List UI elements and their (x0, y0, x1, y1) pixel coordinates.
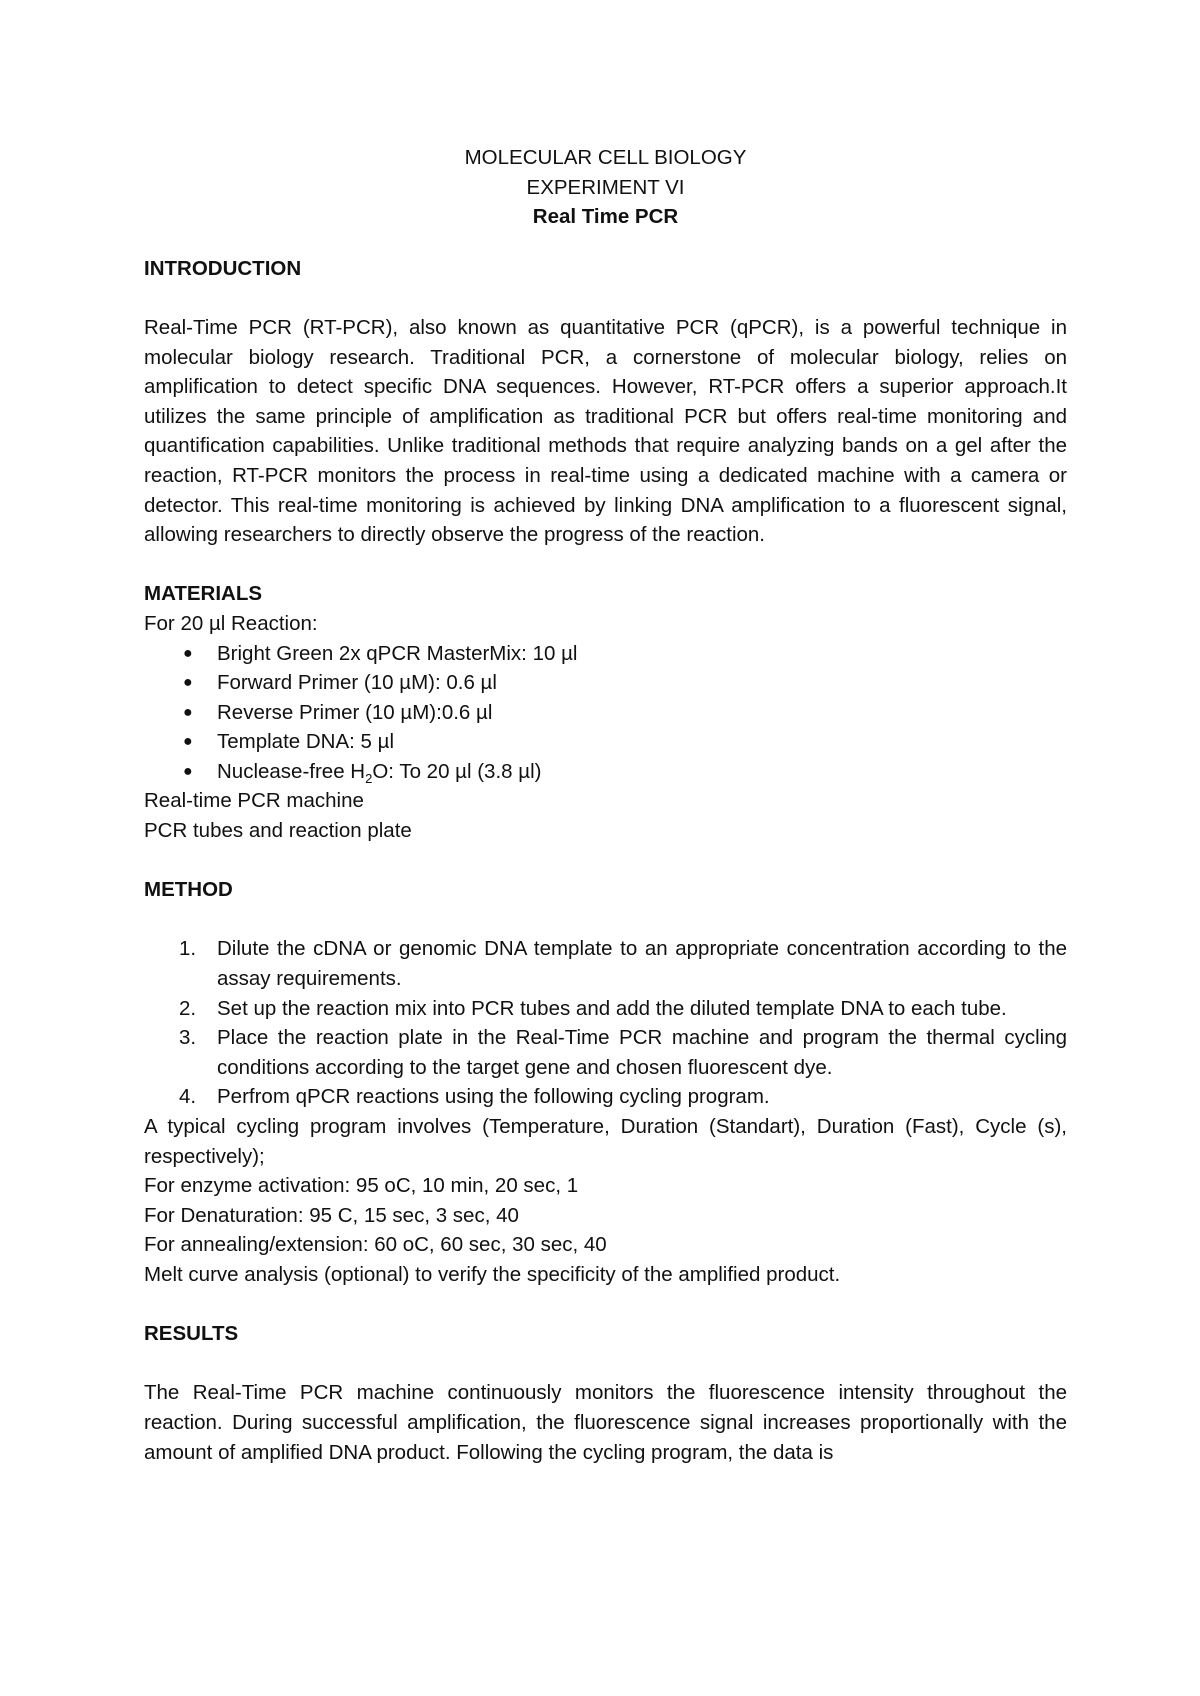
bullet-icon: ● (183, 733, 193, 751)
spacer (144, 283, 1067, 313)
results-paragraph: The Real-Time PCR machine continuously monitors the fluorescence intensity throughout the reaction. During successful amplification, the fluorescence signal increases proportionally with the amount of amplified DNA product. Following the cycling program, the data is (144, 1381, 1067, 1464)
method-steps (144, 934, 1067, 1112)
list-item: ● Template DNA: 5 µl (217, 727, 1067, 757)
materials-list (144, 639, 1067, 787)
bullet-icon: ● (183, 674, 193, 692)
list-item (183, 757, 1067, 787)
step-number: 3. (179, 1026, 197, 1050)
spacer (144, 1290, 1067, 1320)
equipment-tubes: PCR tubes and reaction plate (144, 819, 412, 843)
cycling-intro: A typical cycling program involves (Temperature, Duration (Standart), Duration (Fast), Cycle (s), respectively); (144, 1115, 1067, 1168)
method-step: 4. Perfrom qPCR reactions using the following cycling program. (217, 1082, 1067, 1112)
water-subscript: 2 (365, 770, 373, 786)
bullet-icon: ● (183, 644, 193, 662)
method-heading: METHOD (144, 878, 233, 902)
experiment-number: EXPERIMENT VI (526, 175, 685, 199)
title-block (144, 143, 1067, 232)
step-number: 2. (179, 996, 197, 1020)
spacer (144, 1349, 1067, 1379)
water-suffix: O: To 20 µl (3.8 µl) (372, 759, 542, 783)
spacer (144, 846, 1067, 876)
list-item: ● Forward Primer (10 µM): 0.6 µl (217, 668, 1067, 698)
bullet-icon: ● (183, 703, 193, 721)
cycling-annealing: For annealing/extension: 60 oC, 60 sec, 30 sec, 40 (144, 1233, 607, 1257)
cycling-melt-curve: Melt curve analysis (optional) to verify the specificity of the amplified product. (144, 1262, 841, 1286)
materials-heading: MATERIALS (144, 582, 263, 606)
cycling-enzyme-activation: For enzyme activation: 95 oC, 10 min, 20 sec, 1 (144, 1174, 579, 1198)
spacer (144, 550, 1067, 580)
course-title: MOLECULAR CELL BIOLOGY (464, 146, 747, 169)
reaction-volume-label: For 20 µl Reaction: (144, 611, 318, 635)
step-number: 1. (179, 937, 197, 961)
water-prefix: Nuclease-free H (217, 759, 366, 783)
method-step: 1. Dilute the cDNA or genomic DNA template to an appropriate concentration according to the assay requirements. (217, 934, 1067, 993)
cycling-denaturation: For Denaturation: 95 C, 15 sec, 3 sec, 40 (144, 1203, 519, 1227)
method-step: 3. Place the reaction plate in the Real-Time PCR machine and program the thermal cycling conditions according to the target gene and chosen fluorescent dye. (217, 1023, 1067, 1082)
list-item: ● Reverse Primer (10 µM):0.6 µl (217, 698, 1067, 728)
introduction-heading: INTRODUCTION (144, 256, 302, 280)
method-step: 2. Set up the reaction mix into PCR tubes and add the diluted template DNA to each tube. (217, 994, 1067, 1024)
spacer (144, 905, 1067, 935)
equipment-machine: Real-time PCR machine (144, 789, 364, 813)
step-number: 4. (179, 1085, 197, 1109)
experiment-topic: Real Time PCR (532, 205, 679, 229)
bullet-icon: ● (183, 762, 193, 780)
results-heading: RESULTS (144, 1322, 239, 1346)
list-item: ● Bright Green 2x qPCR MasterMix: 10 µl (217, 639, 1067, 669)
introduction-paragraph: Real-Time PCR (RT-PCR), also known as quantitative PCR (qPCR), is a powerful technique in molecular biology research. Traditional PCR, a cornerstone of molecular biology, relies on amplification to detect specific DNA sequences. However, RT-PCR offers a superior approach.It utilizes the same principle of amplification as traditional PCR but offers real-time monitoring and quantification capabilities. Unlike traditional methods that require analyzing bands on a gel after the reaction, RT-PCR monitors the process in real-time using a dedicated machine with a camera or detector. This real-time monitoring is achieved by linking DNA amplification to a fluorescent signal, allowing researchers to directly observe the progress of the reaction. (144, 315, 1067, 547)
